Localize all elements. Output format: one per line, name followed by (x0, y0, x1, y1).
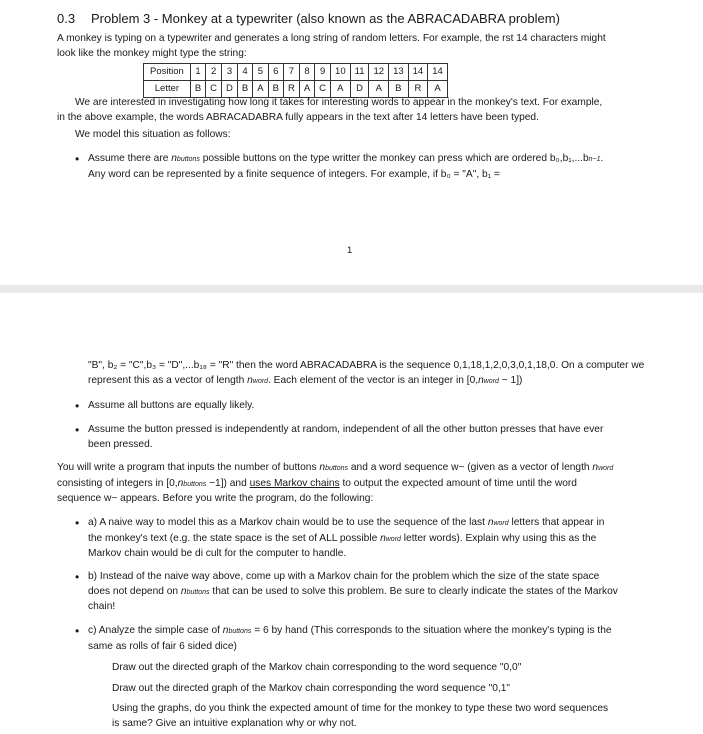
math-var: n (247, 374, 253, 386)
position-cell: 14 (428, 64, 448, 81)
letter-row (144, 81, 448, 98)
text-run: − 1]) (498, 374, 523, 386)
question-text (88, 570, 618, 615)
letter-cell: D (222, 81, 238, 98)
letter-cell: D (350, 81, 369, 98)
position-cell: 11 (350, 64, 369, 81)
math-var: n (177, 477, 184, 489)
position-cell: 3 (222, 64, 238, 81)
qa-line-3: Markov chain would be di cult for the computer to handle. (88, 548, 347, 560)
qc-line-1 (88, 624, 612, 640)
position-cell: 6 (268, 64, 283, 81)
position-cell: 4 (237, 64, 252, 81)
qa-line-1 (88, 516, 604, 532)
math-subscript: buttons (325, 465, 349, 472)
text-run: a) A naive way to model this as a Markov chain would be to use the sequence of the last (88, 517, 488, 528)
qb-line-3: chain! (88, 601, 116, 613)
letter-cell: A (369, 81, 389, 98)
bullet-text (88, 152, 603, 182)
section-number: 0.3 (57, 11, 76, 26)
position-cell: 7 (283, 64, 299, 81)
position-cell: 1 (190, 64, 205, 81)
letter-header: Letter (144, 81, 191, 98)
text-run: the monkey's text (e.g. the state space is the set of ALL possible (88, 532, 381, 544)
cont-line-2 (88, 374, 644, 390)
section-title: Problem 3 - Monkey at a typewriter (also known as the ABRACADABRA problem) (91, 11, 560, 26)
math-subscript: word (252, 377, 268, 385)
math-subscript: word (385, 535, 401, 543)
math-var: n (487, 517, 494, 528)
letter-cell: A (428, 81, 448, 98)
position-cell: 5 (253, 64, 268, 81)
text-run: that can be used to solve this problem. Be sure to clearly indicate the states of the Markov (209, 585, 618, 597)
underlined-text: uses Markov chains (249, 477, 340, 489)
task-3-line-2: is same? Give an intuitive explanation why or why not. (112, 717, 357, 729)
sequence-table (143, 63, 448, 98)
math-subscript: word (493, 520, 509, 527)
qa-line-2 (88, 532, 604, 548)
continuation-paragraph (88, 359, 644, 389)
interest-line-2: in the above example, the words ABRACADABRA fully appears in the text after 14 letters have been typed. (57, 111, 539, 123)
text-run: consisting of integers in [0, (57, 477, 178, 489)
letter-cell: B (268, 81, 283, 98)
math-subscript: buttons (183, 480, 207, 488)
text-run: possible buttons on the type writter the monkey can press which are ordered b₀,b₁,...b (199, 153, 589, 164)
math-var: n (319, 462, 326, 473)
position-cell: 10 (331, 64, 351, 81)
letter-cell: B (389, 81, 409, 98)
bullet-dot: • (75, 516, 80, 530)
bullet-text (88, 423, 603, 452)
task-list (112, 661, 682, 731)
text-run: letters that appear in (508, 517, 605, 528)
position-cell: 14 (408, 64, 428, 81)
bullet-dot: • (75, 399, 80, 413)
qb-line-2 (88, 585, 618, 601)
page-1 (0, 0, 703, 285)
math-var: n (380, 532, 386, 544)
bullet-line-2: Any word can be represented by a finite sequence of integers. For example, if b₀ = "A", b₁ = (88, 168, 500, 180)
letter-cell: R (408, 81, 428, 98)
bullet-dot: • (75, 570, 80, 584)
program-line-1 (57, 461, 677, 477)
intro-line-1: A monkey is typing on a typewriter and generates a long string of random letters. For example, the rst 14 characters might (57, 33, 606, 44)
bullet-dot: • (75, 624, 80, 638)
text-run: . (600, 153, 604, 164)
program-line-2 (57, 477, 677, 493)
question-text (88, 624, 612, 654)
page-number: 1 (347, 245, 353, 256)
letter-cell: A (253, 81, 268, 98)
position-cell: 9 (315, 64, 331, 81)
task-2: Draw out the directed graph of the Markov chain corresponding the word sequence "0,1" (112, 682, 510, 694)
math-var: n (592, 462, 599, 473)
intro-line-2: look like the monkey might type the string: (57, 47, 247, 59)
letter-cell: A (299, 81, 314, 98)
cont-line-1: "B", b₂ = "C",b₃ = "D",...b₁₈ = "R" then the word ABRACADABRA is the sequence 0,1,18,1,2,0,3,0,1,18,0. On a computer we (88, 360, 645, 371)
math-subscript: buttons (228, 628, 252, 635)
letter-cell: R (283, 81, 299, 98)
position-cell: 13 (389, 64, 409, 81)
text-run: −1]) and (206, 477, 250, 489)
text-run: represent this as a vector of length (88, 374, 248, 386)
text-run: You will write a program that inputs the number of buttons (57, 462, 320, 473)
bullet-dot: • (75, 423, 80, 437)
math-subscript: word (483, 377, 499, 385)
text-run: c) Analyze the simple case of (88, 625, 223, 636)
text-run: and a word sequence w~ (given as a vector of length (348, 462, 593, 473)
text-run: does not depend on (88, 585, 181, 597)
text-run: . Each element of the vector is an integer in [0, (267, 374, 479, 386)
math-var: n (478, 374, 484, 386)
bullet-line-1: Assume the button pressed is independently at random, independent of all the other button presses that have ever (88, 424, 604, 435)
question-text (88, 516, 604, 562)
program-line-3: sequence w~ appears. Before you write the program, do the following: (57, 493, 374, 505)
math-subscript: buttons (186, 588, 210, 596)
letter-cell: C (315, 81, 331, 98)
task-1: Draw out the directed graph of the Markov chain corresponding to the word sequence "0,0" (112, 662, 522, 673)
math-subscript: word (598, 465, 614, 472)
program-paragraph (57, 461, 677, 507)
math-subscript: n−1 (588, 156, 601, 163)
qc-line-2: same as rolls of fair 6 sided dice) (88, 640, 237, 652)
bullet-line-2: been pressed. (88, 438, 153, 450)
page-2 (0, 293, 703, 734)
bullet-text: Assume all buttons are equally likely. (88, 400, 255, 411)
page-separator (0, 285, 703, 293)
position-cell: 8 (299, 64, 314, 81)
letter-cell: B (237, 81, 252, 98)
position-cell: 2 (206, 64, 222, 81)
task-3-line-1: Using the graphs, do you think the expected amount of time for the monkey to type these two word sequences (112, 703, 609, 715)
math-var: n (171, 153, 177, 164)
math-var: n (180, 585, 187, 597)
text-run: letter words). Explain why using this as the (400, 532, 597, 544)
math-var: n (222, 625, 229, 636)
math-subscript: buttons (176, 156, 200, 163)
intro-paragraph (57, 32, 606, 61)
letter-cell: A (331, 81, 351, 98)
section-heading (57, 11, 560, 27)
letter-cell: C (206, 81, 222, 98)
position-header: Position (144, 64, 191, 81)
text-run: Assume there are (88, 153, 172, 164)
text-run: to output the expected amount of time until the word (339, 477, 577, 489)
position-cell: 12 (369, 64, 389, 81)
interest-line-1: We are interested in investigating how long it takes for interesting words to appear in the monkey's text. For example, (75, 97, 603, 108)
text-run: = 6 by hand (This corresponds to the situation where the monkey's typing is the (251, 625, 612, 636)
bullet-line-1 (88, 152, 603, 168)
position-row (144, 64, 448, 81)
qb-line-1: b) Instead of the naive way above, come up with a Markov chain for the problem which the size of the state space (88, 571, 600, 582)
letter-cell: B (190, 81, 205, 98)
interest-line-3: We model this situation as follows: (75, 129, 231, 141)
bullet-dot: • (75, 152, 80, 166)
interest-paragraph (57, 96, 602, 143)
